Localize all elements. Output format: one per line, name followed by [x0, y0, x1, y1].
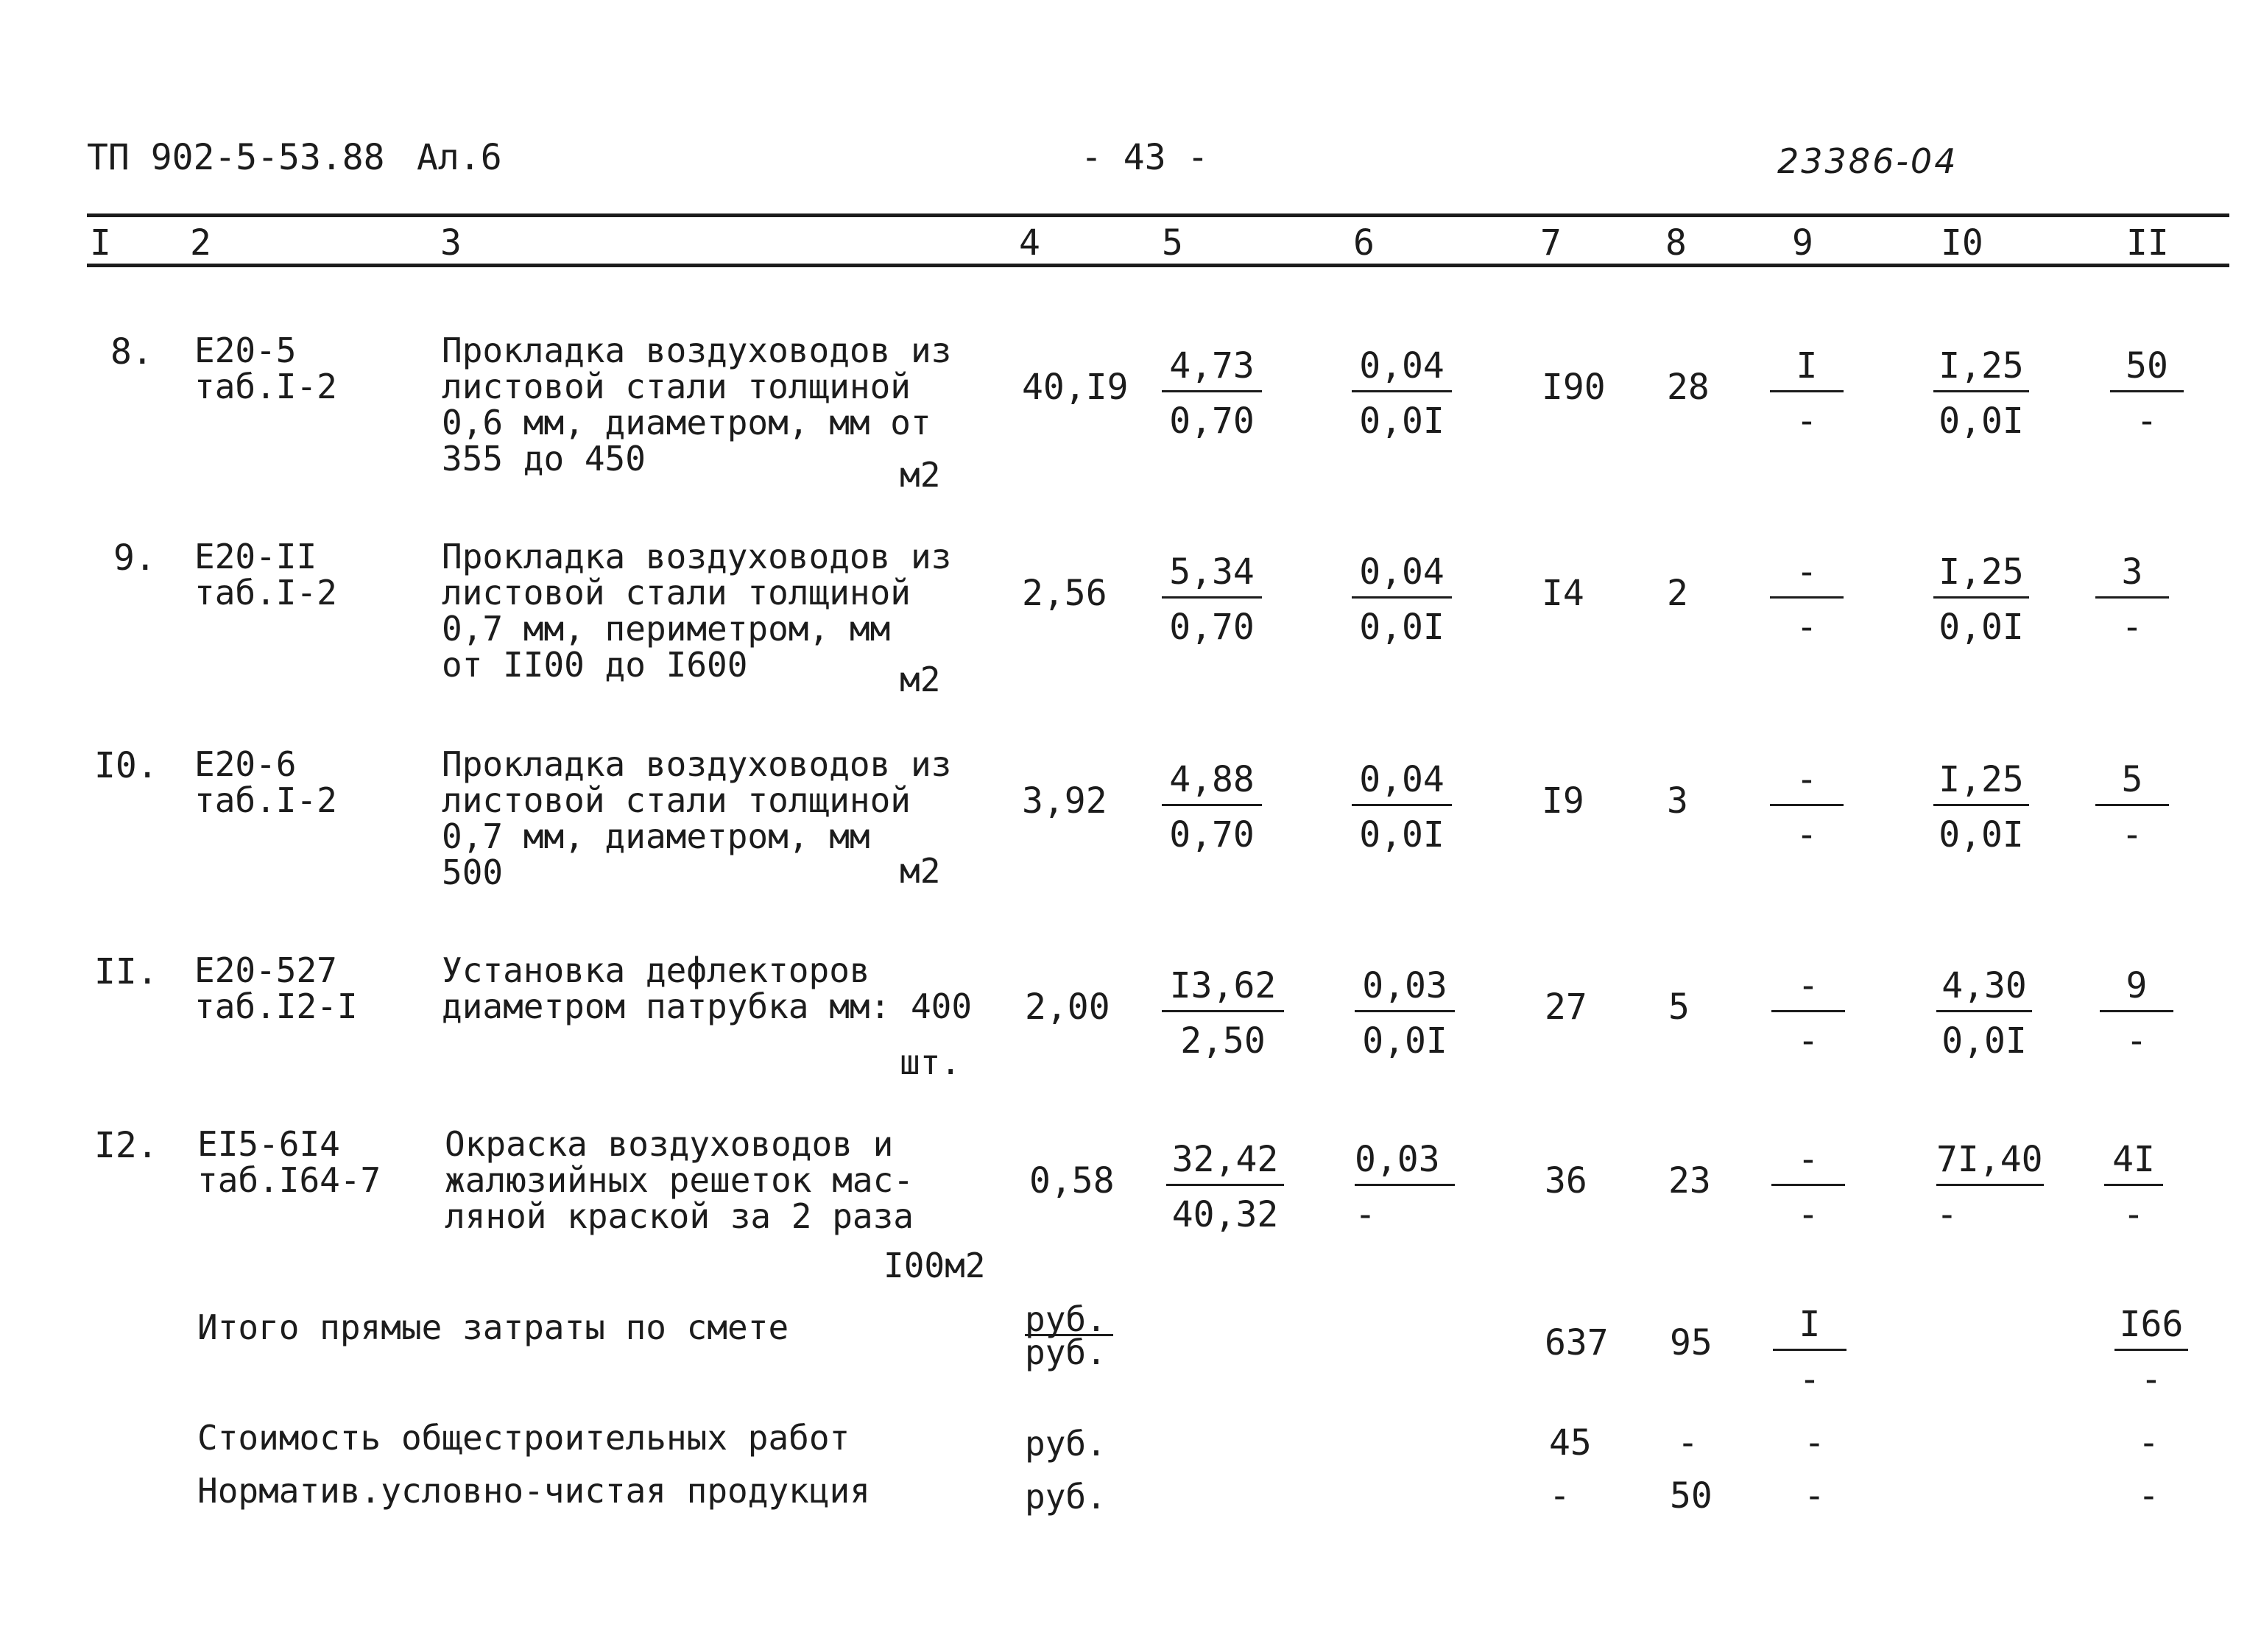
col11-fraction: 9 - [2100, 964, 2173, 1062]
col-header-6: 6 [1353, 222, 1375, 264]
header-bottom-rule [87, 264, 2229, 267]
norm-code: ЕI5-6I4 таб.I64-7 [197, 1124, 381, 1200]
unit-of-measure: м2 [900, 851, 941, 891]
col9-fraction: I - [1770, 345, 1844, 442]
handwritten-number: 23386-04 [1777, 141, 1958, 181]
col-header-7: 7 [1540, 222, 1562, 264]
totals-col11: - [2138, 1475, 2159, 1517]
totals-labor: 50 [1670, 1475, 1712, 1517]
totals-label: Итого прямые затраты по смете [197, 1307, 789, 1347]
total-cost: 36 [1545, 1160, 1587, 1201]
row-number: I2. [94, 1125, 158, 1166]
totals-col9-fraction: I - [1773, 1303, 1846, 1401]
row-number: 8. [110, 331, 153, 373]
quantity: 2,56 [1022, 573, 1107, 614]
unit-of-measure: I00м2 [883, 1246, 986, 1285]
quantity: 0,58 [1029, 1160, 1115, 1201]
col-header-2: 2 [190, 222, 211, 264]
unit-cost-fraction: $\frac{32,42}{40,32}$ [1166, 1138, 1284, 1236]
unit-of-measure: м2 [900, 455, 941, 495]
total-labor: 5 [1668, 986, 1690, 1028]
col10-fraction: $\frac{I,25}{0,0I}$ [1933, 758, 2029, 856]
doc-code: ТП 902-5-53.88 [87, 137, 385, 178]
row-number: II. [94, 951, 158, 992]
work-description: Прокладка воздуховодов из листовой стали толщиной 0,7 мм, диаметром, мм 500 [442, 744, 952, 892]
totals-cost: 637 [1545, 1322, 1609, 1363]
col11-fraction: 5 - [2095, 758, 2169, 856]
labor-fraction: $\frac{0,03}{0,0I}$ [1355, 964, 1455, 1062]
unit-of-measure: м2 [900, 660, 941, 699]
total-cost: I4 [1542, 573, 1584, 614]
col10-fraction: $\frac{I,25}{0,0I}$ [1933, 345, 2029, 442]
quantity: 40,I9 [1022, 367, 1129, 408]
totals-unit-fraction: руб. руб. [1025, 1305, 1113, 1367]
unit-cost-fraction: $\frac{4,73}{0,70}$ [1162, 345, 1262, 442]
totals-labor: - [1677, 1422, 1699, 1464]
norm-code: Е20-5 таб.I-2 [194, 331, 337, 406]
labor-fraction: $\frac{0,04}{0,0I}$ [1352, 551, 1452, 649]
col-header-4: 4 [1019, 222, 1040, 264]
col10-fraction: $\frac{I,25}{0,0I}$ [1933, 551, 2029, 649]
total-cost: I9 [1542, 780, 1584, 822]
col9-fraction: - - [1770, 758, 1844, 856]
album-label: Ал.6 [417, 137, 502, 178]
col10-fraction: 7I,40 - [1936, 1139, 2043, 1235]
total-labor: 28 [1667, 367, 1710, 408]
norm-code: Е20-6 таб.I-2 [194, 744, 337, 820]
unit-cost-fraction: $\frac{5,34}{0,70}$ [1162, 551, 1262, 649]
norm-code: Е20-527 таб.I2-I [194, 950, 358, 1026]
col9-fraction: - - [1771, 1138, 1845, 1236]
work-description: Установка дефлекторов диаметром патрубка мм: 400 [442, 950, 973, 1026]
labor-fraction: 0,03 - [1355, 1138, 1455, 1236]
total-labor: 3 [1667, 780, 1688, 822]
total-labor: 23 [1668, 1160, 1711, 1201]
totals-cost: - [1549, 1475, 1570, 1517]
total-cost: 27 [1545, 986, 1587, 1028]
totals-unit: руб. [1025, 1477, 1107, 1517]
col9-fraction: - - [1770, 551, 1844, 649]
unit-cost-fraction: $\frac{I3,62}{2,50}$ [1162, 964, 1284, 1062]
col-header-8: 8 [1665, 222, 1687, 264]
quantity: 3,92 [1022, 780, 1107, 822]
totals-unit: руб. [1025, 1424, 1107, 1464]
totals-col11-fraction: I66 - [2114, 1303, 2188, 1401]
col-header-5: 5 [1162, 222, 1183, 264]
work-description: Прокладка воздуховодов из листовой стали толщиной 0,6 мм, диаметром, мм от 355 до 450 [442, 331, 952, 479]
col-header-9: 9 [1792, 222, 1813, 264]
work-description: Прокладка воздуховодов из листовой стали толщиной 0,7 мм, периметром, мм от II00 до I600 [442, 537, 952, 685]
total-cost: I90 [1542, 367, 1606, 408]
totals-col11: - [2138, 1422, 2159, 1464]
col-header-1: I [90, 222, 111, 264]
totals-labor: 95 [1670, 1322, 1712, 1363]
page-number: - 43 - [1081, 137, 1209, 178]
total-labor: 2 [1667, 573, 1688, 614]
col-header-10: I0 [1941, 222, 1983, 264]
totals-col9: - [1804, 1422, 1825, 1464]
work-description: Окраска воздуховодов и жалюзийных решеток мас- ляной краской за 2 раза [445, 1124, 914, 1236]
row-number: 9. [113, 537, 156, 579]
totals-col9: - [1804, 1475, 1825, 1517]
totals-label: Стоимость общестроительных работ [197, 1418, 850, 1458]
unit-cost-fraction: $\frac{4,88}{0,70}$ [1162, 758, 1262, 856]
unit-of-measure: шт. [900, 1042, 962, 1082]
col10-fraction: $\frac{4,30}{0,0I}$ [1936, 964, 2032, 1062]
quantity: 2,00 [1025, 986, 1110, 1028]
col11-fraction: 50 - [2110, 345, 2184, 442]
col-header-3: 3 [440, 222, 462, 264]
header-top-rule [87, 213, 2229, 217]
col11-fraction: 3 - [2095, 551, 2169, 649]
labor-fraction: $\frac{0,04}{0,0I}$ [1352, 345, 1452, 442]
col-header-11: II [2126, 222, 2169, 264]
norm-code: Е20-II таб.I-2 [194, 537, 337, 613]
totals-cost: 45 [1549, 1422, 1592, 1464]
labor-fraction: $\frac{0,04}{0,0I}$ [1352, 758, 1452, 856]
totals-label: Норматив.условно-чистая продукция [197, 1471, 870, 1511]
row-number: I0. [94, 745, 158, 786]
col9-fraction: - - [1771, 964, 1845, 1062]
col11-fraction: 4I - [2104, 1138, 2163, 1236]
